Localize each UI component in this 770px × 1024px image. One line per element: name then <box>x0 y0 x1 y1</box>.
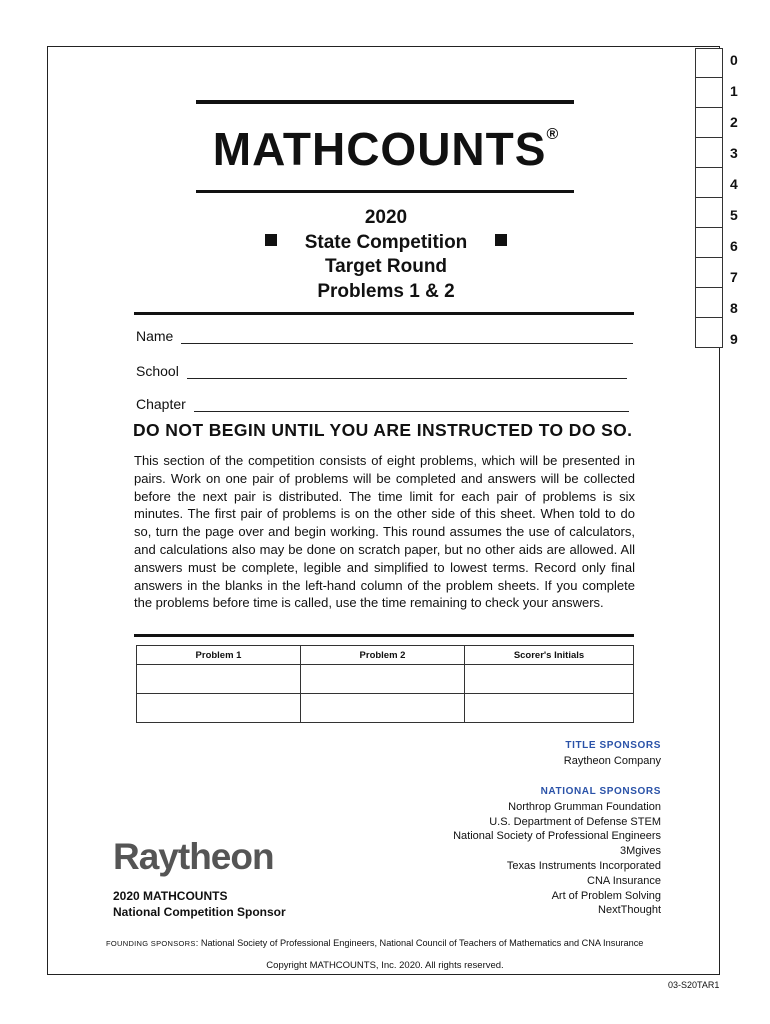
sponsor-item: National Society of Professional Engineers <box>453 830 661 843</box>
chapter-label: Chapter <box>136 396 186 412</box>
column-header: Problem 1 <box>137 646 301 665</box>
school-label: School <box>136 363 179 379</box>
chapter-line[interactable] <box>194 410 629 412</box>
founding-sponsors <box>106 938 643 948</box>
national-sponsors <box>453 785 661 918</box>
founding-colon: : <box>195 938 201 948</box>
grid-cell[interactable] <box>695 138 723 168</box>
table-row <box>137 694 634 723</box>
digit-label: 7 <box>730 269 738 285</box>
grid-cell[interactable] <box>695 258 723 288</box>
document-code: 03-S20TAR1 <box>668 980 720 990</box>
column-header: Problem 2 <box>301 646 465 665</box>
founding-label: FOUNDING SPONSORS <box>106 939 196 948</box>
sponsor-line-2: National Competition Sponsor <box>113 905 286 919</box>
column-header: Scorer's Initials <box>465 646 634 665</box>
grid-cell[interactable] <box>695 288 723 318</box>
copyright: Copyright MATHCOUNTS, Inc. 2020. All rights reserved. <box>266 960 504 971</box>
problems-label: Problems 1 & 2 <box>317 280 455 302</box>
grid-cell[interactable] <box>695 78 723 108</box>
digit-label: 9 <box>730 331 738 347</box>
raytheon-logo: Raytheon <box>113 836 274 877</box>
square-bullet-icon <box>495 234 507 246</box>
grid-cell[interactable] <box>695 168 723 198</box>
title-sponsors-heading-text: TITLE SPONSORS <box>565 740 661 751</box>
sponsor-item: Art of Problem Solving <box>551 889 661 902</box>
registered-mark: ® <box>546 126 560 143</box>
sponsor-item: Northrop Grumman Foundation <box>508 800 661 813</box>
score-table <box>136 645 634 723</box>
name-field[interactable] <box>136 328 633 344</box>
score-cell[interactable] <box>301 694 465 723</box>
logo-text: MATHCOUNTS <box>212 123 547 175</box>
name-line[interactable] <box>181 342 633 344</box>
square-bullet-icon <box>265 234 277 246</box>
digit-label: 6 <box>730 238 738 254</box>
sponsor-line-1: 2020 MATHCOUNTS <box>113 889 228 903</box>
logo-rule <box>196 190 574 193</box>
name-label: Name <box>136 328 174 344</box>
sponsor-item: Texas Instruments Incorporated <box>506 859 661 872</box>
grid-cell[interactable] <box>695 228 723 258</box>
warning-heading: DO NOT BEGIN UNTIL YOU ARE INSTRUCTED TO DO SO. <box>133 420 633 440</box>
grid-cell[interactable] <box>695 318 723 348</box>
grid-cell[interactable] <box>695 108 723 138</box>
top-rule <box>196 100 574 104</box>
grid-cell[interactable] <box>695 48 723 78</box>
score-cell[interactable] <box>465 665 634 694</box>
sponsor-item: U.S. Department of Defense STEM <box>489 815 661 828</box>
mathcounts-logo <box>196 122 576 176</box>
year: 2020 <box>364 207 408 228</box>
digit-label: 0 <box>730 52 738 68</box>
national-sponsors-heading-text: NATIONAL SPONSORS <box>540 786 661 797</box>
table-header-row <box>137 646 634 665</box>
sponsor-item: NextThought <box>598 904 661 917</box>
score-cell[interactable] <box>137 665 301 694</box>
score-grid <box>695 48 723 348</box>
sponsor-item: 3Mgives <box>620 845 661 858</box>
digit-label: 2 <box>730 114 738 130</box>
grid-cell[interactable] <box>695 198 723 228</box>
score-cell[interactable] <box>465 694 634 723</box>
title-rule <box>134 312 634 315</box>
sponsor-item: CNA Insurance <box>587 874 661 887</box>
score-cell[interactable] <box>301 665 465 694</box>
school-line[interactable] <box>187 377 627 379</box>
sponsor-item: Raytheon Company <box>563 754 661 767</box>
score-cell[interactable] <box>137 694 301 723</box>
table-row <box>137 665 634 694</box>
title-sponsors <box>564 739 661 769</box>
digit-label: 5 <box>730 207 738 223</box>
national-sponsors-heading <box>453 785 661 800</box>
chapter-field[interactable] <box>136 396 629 412</box>
national-competition-sponsor <box>113 888 286 920</box>
competition-name: State Competition <box>304 231 468 253</box>
title-sponsors-heading <box>564 739 661 754</box>
title-block <box>196 206 576 304</box>
instructions-text: This section of the competition consists of eight problems, which will be presented in pairs. Work on one pair of problems will be completed and answers will be collected before the next pair is distributed. The time limit for each pair of problems is six minutes. The first pair of problems is on the other side of this sheet. When told to do so, turn the page over and begin working. This round assumes the use of calculators, and calculations also may be done on scratch paper, but no other aids are allowed. All answers must be complete, legible and simplified to lowest terms. Record only final answers in the blanks in the left-hand column of the problem sheets. If you complete the problems before time is called, use the time remaining to check your answers. <box>134 453 635 611</box>
competition-line <box>196 231 576 256</box>
founding-text: National Society of Professional Engineers, National Council of Teachers of Mathematics and CNA Insurance <box>200 938 644 948</box>
digit-label: 4 <box>730 176 738 192</box>
digit-labels <box>730 52 750 362</box>
instructions-rule <box>134 634 634 637</box>
digit-label: 8 <box>730 300 738 316</box>
digit-label: 1 <box>730 83 738 99</box>
round-name: Target Round <box>324 256 448 277</box>
school-field[interactable] <box>136 363 627 379</box>
digit-label: 3 <box>730 145 738 161</box>
